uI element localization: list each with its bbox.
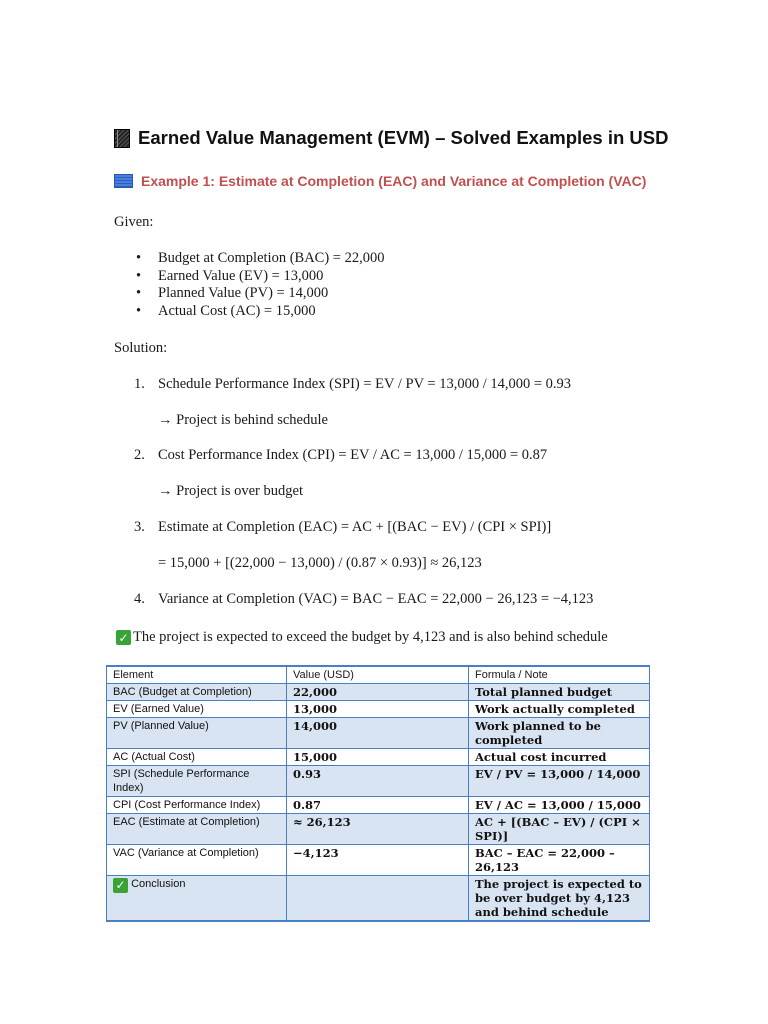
header-element: Element [107,666,287,684]
given-item-ac: • Actual Cost (AC) = 15,000 [134,303,384,321]
step-number: 1. [134,376,145,392]
table-row [107,876,650,922]
blue-square-icon [114,174,133,188]
table-row [107,718,650,749]
cell-value: 15,000 [287,749,469,766]
cell-element: BAC (Budget at Completion) [107,684,287,701]
conclusion-label: Conclusion [131,878,186,890]
cell-note: Work actually completed [469,701,650,718]
cell-element: SPI (Schedule Performance Index) [107,766,287,797]
cell-value: 22,000 [287,684,469,701]
cell-value: 0.93 [287,766,469,797]
cell-element: EV (Earned Value) [107,701,287,718]
page-title [114,127,669,149]
cell-element: AC (Actual Cost) [107,749,287,766]
cell-note: AC + [(BAC – EV) / (CPI × SPI)] [469,814,650,845]
cell-value: 0.87 [287,797,469,814]
header-value: Value (USD) [287,666,469,684]
cell-note: Work planned to be completed [469,718,650,749]
cell-element: PV (Planned Value) [107,718,287,749]
given-label: Given: [114,214,154,230]
cell-value [287,876,469,922]
step-text: Schedule Performance Index (SPI) = EV / PV = 13,000 / 14,000 = 0.93 [158,376,572,392]
step-1 [134,376,571,393]
page-title-text: Earned Value Management (EVM) – Solved Examples in USD [138,127,669,148]
header-formula: Formula / Note [469,666,650,684]
step-text: Cost Performance Index (CPI) = EV / AC = 13,000 / 15,000 = 0.87 [158,447,548,463]
cell-element: VAC (Variance at Completion) [107,845,287,876]
step-3 [134,519,551,536]
cell-value: 13,000 [287,701,469,718]
step-number: 3. [134,519,145,535]
given-item-bac: • Budget at Completion (BAC) = 22,000 [134,250,384,268]
check-mark-icon: ✓ [113,878,128,893]
check-mark-icon: ✓ [116,630,131,645]
step-2-note: → Project is over budget [158,483,303,499]
table-row [107,845,650,876]
table-row [107,814,650,845]
table-row [107,797,650,814]
cell-note: Actual cost incurred [469,749,650,766]
cell-note: Total planned budget [469,684,650,701]
table-row [107,766,650,797]
table-row [107,701,650,718]
step-text: Variance at Completion (VAC) = BAC − EAC = 22,000 − 26,123 = −4,123 [158,591,594,607]
step-number: 4. [134,591,145,607]
example-1-heading [114,173,646,189]
table-row [107,749,650,766]
cell-element: CPI (Cost Performance Index) [107,797,287,814]
table-row [107,684,650,701]
cell-value: ≈ 26,123 [287,814,469,845]
cell-element [107,876,287,922]
step-1-note: → Project is behind schedule [158,412,328,428]
cell-note: EV / AC = 13,000 / 15,000 [469,797,650,814]
ledger-icon [114,129,130,148]
step-4 [134,591,593,608]
step-number: 2. [134,447,145,463]
example-1-heading-text: Example 1: Estimate at Completion (EAC) and Variance at Completion (VAC) [141,173,647,189]
cell-note: The project is expected to be over budget by 4,123 and behind schedule [469,876,650,922]
conclusion-text: The project is expected to exceed the budget by 4,123 and is also behind schedule [133,629,608,645]
step-3-note: = 15,000 + [(22,000 − 13,000) / (0.87 × 0.93)] ≈ 26,123 [158,555,482,571]
cell-element: EAC (Estimate at Completion) [107,814,287,845]
cell-value: −4,123 [287,845,469,876]
table-header-row [107,666,650,684]
evm-summary-table [106,665,650,922]
cell-note: EV / PV = 13,000 / 14,000 [469,766,650,797]
cell-value: 14,000 [287,718,469,749]
solution-label: Solution: [114,340,168,356]
given-item-pv: • Planned Value (PV) = 14,000 [134,285,384,303]
step-text: Estimate at Completion (EAC) = AC + [(BAC − EV) / (CPI × SPI)] [158,519,552,535]
given-item-ev: • Earned Value (EV) = 13,000 [134,268,384,286]
step-2 [134,447,547,464]
given-list [134,250,384,320]
conclusion-line [116,629,608,646]
cell-note: BAC – EAC = 22,000 – 26,123 [469,845,650,876]
